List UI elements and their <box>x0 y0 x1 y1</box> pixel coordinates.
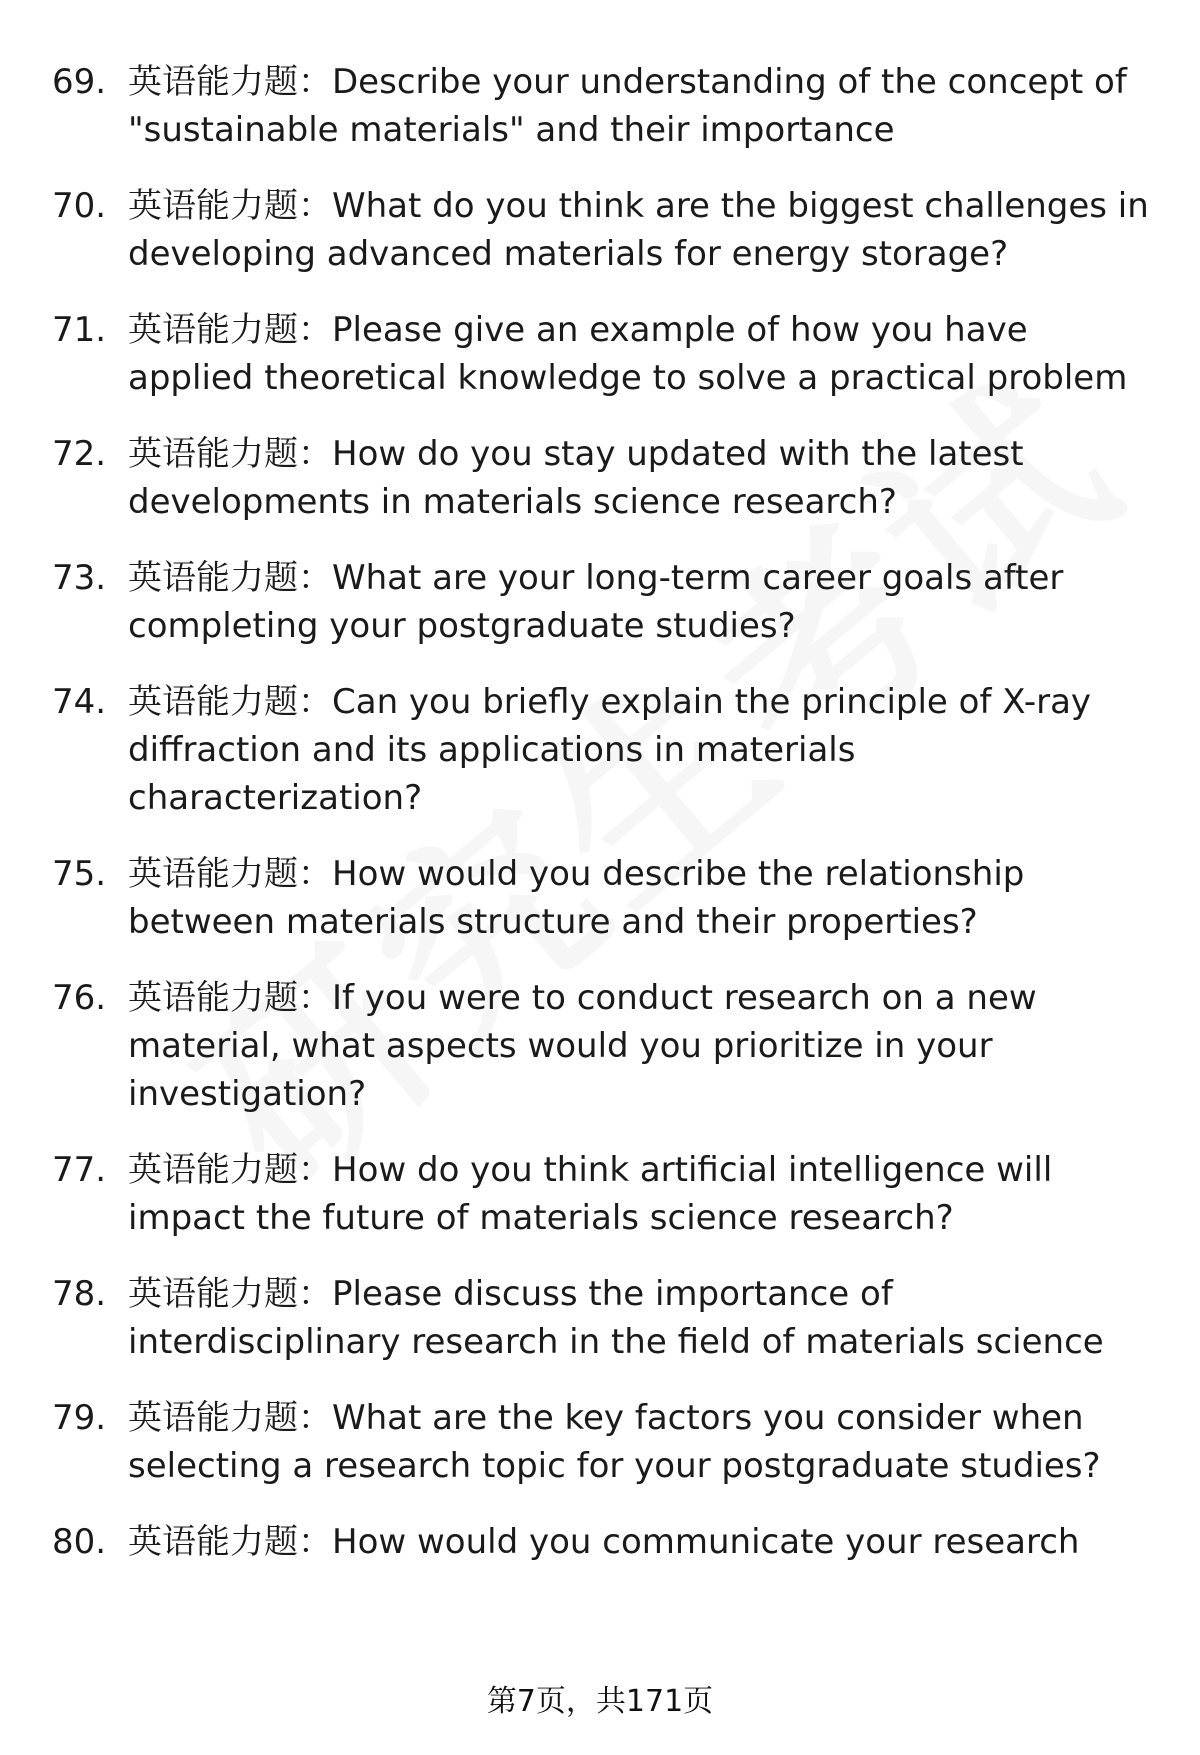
question-text: How do you stay updated with the latest developments in materials science research? <box>128 434 1024 522</box>
question-number: 78. <box>52 1274 107 1314</box>
question-number: 76. <box>52 978 107 1018</box>
question-body <box>128 1146 1160 1242</box>
question-number: 80. <box>52 1522 107 1562</box>
question-body <box>128 1394 1160 1490</box>
question-list <box>52 58 1160 1594</box>
question-body <box>128 430 1160 526</box>
question-item <box>52 850 1160 946</box>
question-category: 英语能力题： <box>128 978 332 1018</box>
question-text: How would you describe the relationship between materials structure and their properties? <box>128 854 1025 942</box>
question-category: 英语能力题： <box>128 434 332 474</box>
question-item <box>52 1270 1160 1366</box>
question-item <box>52 430 1160 526</box>
question-body <box>128 1270 1160 1366</box>
question-category: 英语能力题： <box>128 1274 332 1314</box>
question-category: 英语能力题： <box>128 558 332 598</box>
question-number: 69. <box>52 62 107 102</box>
question-text: What do you think are the biggest challenges in developing advanced materials for energy storage? <box>128 186 1149 274</box>
question-category: 英语能力题： <box>128 1150 332 1190</box>
question-number: 79. <box>52 1398 107 1438</box>
question-item <box>52 58 1160 154</box>
question-item <box>52 1146 1160 1242</box>
question-category: 英语能力题： <box>128 854 332 894</box>
question-text: What are the key factors you consider when selecting a research topic for your postgraduate studies? <box>128 1398 1101 1486</box>
question-text: Please give an example of how you have applied theoretical knowledge to solve a practical problem <box>128 310 1128 398</box>
question-item <box>52 306 1160 402</box>
question-category: 英语能力题： <box>128 62 332 102</box>
question-body <box>128 58 1160 154</box>
question-number: 70. <box>52 186 107 226</box>
question-number: 73. <box>52 558 107 598</box>
question-body <box>128 554 1160 650</box>
question-text: How do you think artificial intelligence will impact the future of materials science research? <box>128 1150 1053 1238</box>
question-number: 74. <box>52 682 107 722</box>
question-text: If you were to conduct research on a new material, what aspects would you prioritize in your investigation? <box>128 978 1037 1114</box>
question-text: Can you briefly explain the principle of X-ray diffraction and its applications in materials characterization? <box>128 682 1092 818</box>
question-category: 英语能力题： <box>128 682 332 722</box>
question-body <box>128 850 1160 946</box>
question-item <box>52 182 1160 278</box>
question-item <box>52 1394 1160 1490</box>
question-item <box>52 1518 1160 1566</box>
page-footer: 第7页，共171页 <box>486 1684 714 1719</box>
question-body <box>128 1518 1160 1566</box>
question-text: How would you communicate your research <box>332 1522 1080 1562</box>
question-body <box>128 974 1160 1118</box>
question-category: 英语能力题： <box>128 1398 332 1438</box>
question-category: 英语能力题： <box>128 310 332 350</box>
question-text: Please discuss the importance of interdisciplinary research in the field of materials science <box>128 1274 1104 1362</box>
question-item <box>52 554 1160 650</box>
question-number: 71. <box>52 310 107 350</box>
question-body <box>128 182 1160 278</box>
question-category: 英语能力题： <box>128 1522 332 1562</box>
question-text: What are your long-term career goals after completing your postgraduate studies? <box>128 558 1064 646</box>
question-text: Describe your understanding of the concept of "sustainable materials" and their importance <box>128 62 1127 150</box>
question-body <box>128 306 1160 402</box>
question-item <box>52 678 1160 822</box>
question-number: 77. <box>52 1150 107 1190</box>
question-number: 72. <box>52 434 107 474</box>
question-number: 75. <box>52 854 107 894</box>
question-category: 英语能力题： <box>128 186 332 226</box>
question-item <box>52 974 1160 1118</box>
question-body <box>128 678 1160 822</box>
